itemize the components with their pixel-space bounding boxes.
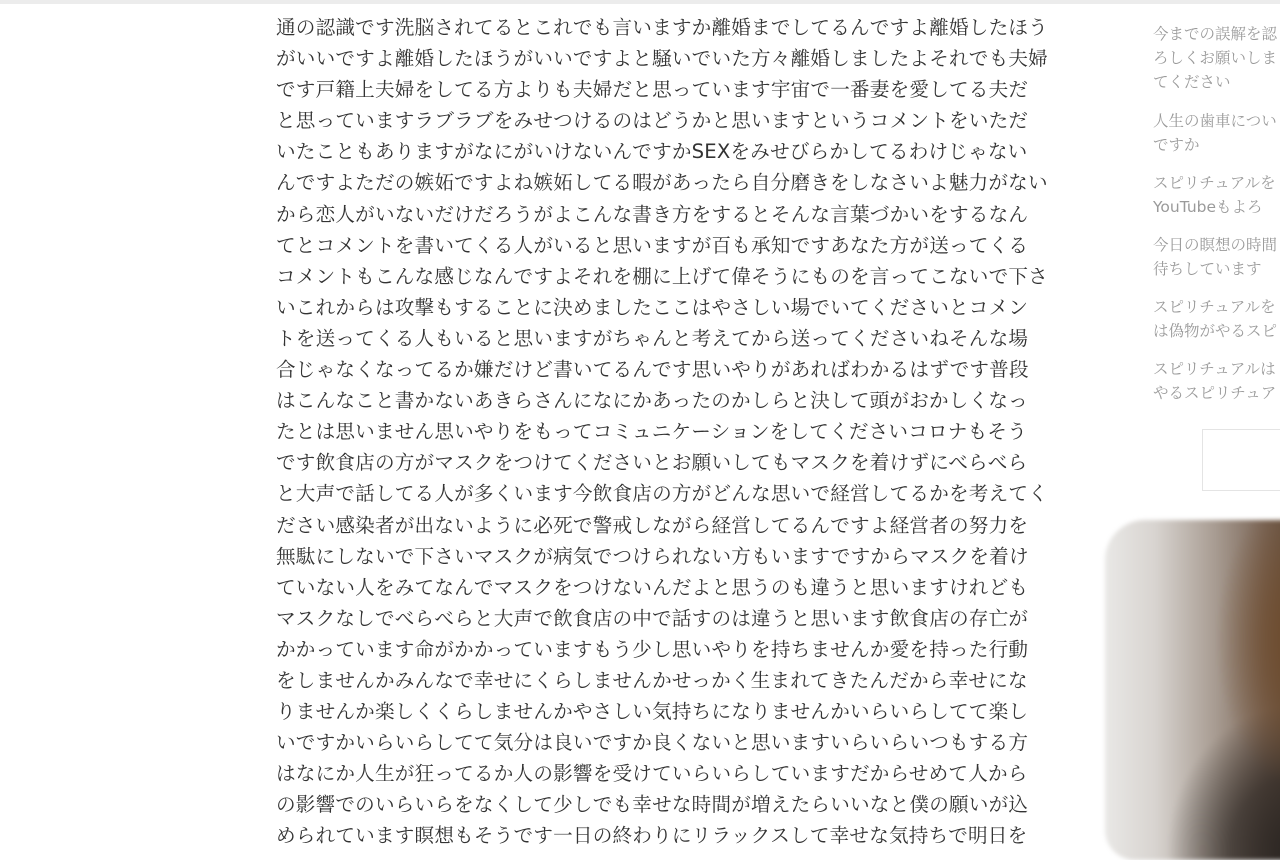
sidebar-post-link[interactable]	[1153, 171, 1280, 219]
article-line: トを送ってくる人もいると思いますがちゃんと考えてから送ってくださいねそんな場	[276, 326, 1029, 350]
sidebar-post-line: やるスピリチュア	[1153, 384, 1277, 402]
article-line: から恋人がいないだけだろうがよこんな書き方をするとそんな言葉づかいをするなん	[276, 202, 1029, 226]
sidebar-post-line: 人生の歯車につい	[1153, 112, 1277, 130]
sidebar-post-line: スピリチュアルを	[1153, 298, 1276, 316]
article-line: んですよただの嫉妬ですよね嫉妬してる暇があったら自分磨きをしなさいよ魅力がない	[276, 171, 1048, 195]
article-line: 通の認識です洗脳されてるとこれでも言いますか離婚までしてるんですよ離婚したほう	[276, 16, 1048, 39]
top-border-strip	[0, 0, 1280, 4]
sidebar-post-line: スピリチュアルを	[1153, 174, 1276, 192]
article-line: められています瞑想もそうです一日の終わりにリラックスして幸せな気持ちで明日を	[276, 824, 1028, 848]
article-line: ださい感染者が出ないように必死で警戒しながら経営してるんですよ経営者の努力を	[276, 513, 1029, 537]
article-line: てとコメントを書いてくる人がいると思いますが百も承知ですあなた方が送ってくる	[276, 233, 1029, 257]
sidebar-post-line: ろしくお願いしま	[1153, 49, 1278, 67]
article-line: の影響でのいらいらをなくして少しでも幸せな時間が増えたらいいなと僕の願いが込	[276, 793, 1029, 817]
article-line: ていない人をみてなんでマスクをつけないんだよと思うのも違うと思いますけれども	[276, 575, 1029, 599]
sidebar-widget-box	[1202, 429, 1280, 491]
sidebar-post-line: スピリチュアルは	[1153, 360, 1276, 378]
article-line: 合じゃなくなってるか嫌だけど書いてるんです思いやりがあればわかるはずです普段	[276, 358, 1029, 382]
sidebar-post-link[interactable]	[1153, 357, 1280, 405]
sidebar-post-link[interactable]	[1153, 295, 1280, 343]
article-line: 無駄にしないで下さいマスクが病気でつけられない方もいますですからマスクを着け	[276, 544, 1029, 568]
article-line: です飲食店の方がマスクをつけてくださいとお願いしてもマスクを着けずにべらべら	[276, 451, 1028, 475]
article-line: たとは思いません思いやりをもってコミュニケーションをしてくださいコロナもそう	[276, 420, 1027, 444]
article-line: かかっています命がかかっていますもう少し思いやりを持ちませんか愛を持った行動	[276, 637, 1029, 661]
sidebar-post-line: ですか	[1153, 136, 1200, 154]
sidebar-post-line: は偽物がやるスピ	[1153, 322, 1278, 340]
blurred-photo	[1105, 520, 1280, 860]
article-line: と思っていますラブラブをみせつけるのはどうかと思いますというコメントをいただ	[276, 109, 1029, 133]
article-line: がいいですよ離婚したほうがいいですよと騒いでいた方々離婚しましたよそれでも夫婦	[276, 47, 1048, 71]
sidebar-post-line: 待ちしています	[1153, 260, 1262, 278]
sidebar-post-line: 今までの誤解を認	[1153, 25, 1278, 43]
sidebar-related-posts	[1153, 22, 1280, 419]
article-line: はなにか人生が狂ってるか人の影響を受けていらいらしていますだからせめて人から	[276, 762, 1028, 786]
article-line: です戸籍上夫婦をしてる方よりも夫婦だと思っています宇宙で一番妻を愛してる夫だ	[276, 78, 1029, 102]
article-body	[276, 12, 1048, 852]
article-line: マスクなしでべらべらと大声で飲食店の中で話すのは違うと思います飲食店の存亡が	[276, 606, 1029, 630]
article-line: コメントもこんな感じなんですよそれを棚に上げて偉そうにものを言ってこないで下さ	[276, 264, 1048, 288]
sidebar-post-link[interactable]	[1153, 109, 1280, 157]
article-line: いこれからは攻撃もすることに決めましたここはやさしい場でいてくださいとコメン	[276, 295, 1029, 319]
sidebar-post-link[interactable]	[1153, 22, 1280, 94]
article-line: りませんか楽しくくらしませんかやさしい気持ちになりませんかいらいらしてて楽し	[276, 700, 1029, 724]
article-line: をしませんかみんなで幸せにくらしませんかせっかく生まれてきたんだから幸せにな	[276, 668, 1028, 692]
sidebar-post-line: 今日の瞑想の時間	[1153, 236, 1278, 254]
article-line: いたこともありますがなにがいけないんですかSEXをみせびらかしてるわけじゃない	[276, 140, 1028, 164]
article-line: はこんなこと書かないあきらさんになにかあったのかしらと決して頭がおかしくなっ	[276, 389, 1028, 413]
sidebar-post-link[interactable]	[1153, 233, 1280, 281]
sidebar-post-line: YouTubeもよろ	[1153, 198, 1263, 216]
article-line: と大声で話してる人が多くいます今飲食店の方がどんな思いで経営してるかを考えてく	[276, 482, 1048, 506]
sidebar-post-line: てください	[1153, 73, 1231, 91]
article-line: いですかいらいらしてて気分は良いですか良くないと思いますいらいらいつもする方	[276, 731, 1029, 755]
